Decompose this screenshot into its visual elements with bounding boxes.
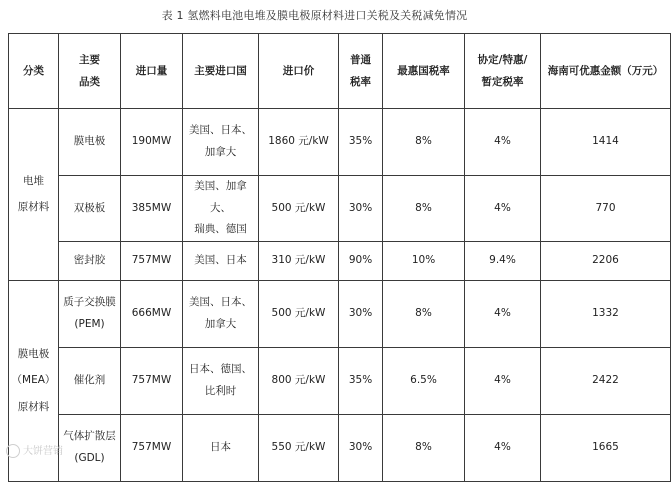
volume-cell: 757MW xyxy=(121,347,183,414)
agreed-rate-cell: 4% xyxy=(465,109,541,176)
table-caption: 表 1 氢燃料电池电堆及膜电极原材料进口关税及关税减免情况 xyxy=(161,9,468,22)
price-cell: 310 元/kW xyxy=(259,241,339,280)
product-cell: 密封胶 xyxy=(59,241,121,280)
general-rate-cell: 30% xyxy=(339,280,383,347)
header-country: 主要进口国 xyxy=(183,34,259,109)
general-rate-cell: 30% xyxy=(339,414,383,481)
country-cell: 美国、加拿大、 瑞典、德国 xyxy=(183,176,259,242)
watermark xyxy=(6,442,63,458)
product-cell: 催化剂 xyxy=(59,347,121,414)
weibo-logo-icon xyxy=(6,444,20,458)
general-rate-cell: 35% xyxy=(339,347,383,414)
hainan-cell: 2206 xyxy=(541,241,671,280)
general-rate-cell: 30% xyxy=(339,176,383,242)
country-cell: 美国、日本、 加拿大 xyxy=(183,280,259,347)
header-hainan: 海南可优惠金额（万元） xyxy=(541,34,671,109)
mfn-rate-cell: 8% xyxy=(383,280,465,347)
product-cell: 双极板 xyxy=(59,176,121,242)
header-agreed-rate: 协定/特惠/ 暂定税率 xyxy=(465,34,541,109)
table-row xyxy=(9,280,671,347)
table-row xyxy=(9,347,671,414)
header-row xyxy=(9,34,671,109)
header-category: 分类 xyxy=(9,34,59,109)
price-cell: 500 元/kW xyxy=(259,280,339,347)
agreed-rate-cell: 9.4% xyxy=(465,241,541,280)
product-cell: 气体扩散层 (GDL) xyxy=(59,414,121,481)
price-cell: 1860 元/kW xyxy=(259,109,339,176)
mfn-rate-cell: 8% xyxy=(383,109,465,176)
price-cell: 500 元/kW xyxy=(259,176,339,242)
hainan-cell: 1414 xyxy=(541,109,671,176)
country-cell: 日本、德国、 比利时 xyxy=(183,347,259,414)
country-cell: 美国、日本 xyxy=(183,241,259,280)
hainan-cell: 770 xyxy=(541,176,671,242)
country-cell: 美国、日本、 加拿大 xyxy=(183,109,259,176)
hainan-cell: 2422 xyxy=(541,347,671,414)
agreed-rate-cell: 4% xyxy=(465,347,541,414)
agreed-rate-cell: 4% xyxy=(465,176,541,242)
hainan-cell: 1332 xyxy=(541,280,671,347)
volume-cell: 757MW xyxy=(121,241,183,280)
general-rate-cell: 90% xyxy=(339,241,383,280)
price-cell: 800 元/kW xyxy=(259,347,339,414)
header-volume: 进口量 xyxy=(121,34,183,109)
agreed-rate-cell: 4% xyxy=(465,414,541,481)
product-cell: 质子交换膜 (PEM) xyxy=(59,280,121,347)
header-price: 进口价 xyxy=(259,34,339,109)
header-mfn-rate: 最惠国税率 xyxy=(383,34,465,109)
tariff-table xyxy=(8,33,671,482)
mfn-rate-cell: 8% xyxy=(383,414,465,481)
product-cell: 膜电极 xyxy=(59,109,121,176)
hainan-cell: 1665 xyxy=(541,414,671,481)
volume-cell: 666MW xyxy=(121,280,183,347)
header-general-rate: 普通 税率 xyxy=(339,34,383,109)
general-rate-cell: 35% xyxy=(339,109,383,176)
table-row xyxy=(9,414,671,481)
price-cell: 550 元/kW xyxy=(259,414,339,481)
table-row xyxy=(9,241,671,280)
group-cell-mea: 膜电极 （MEA） 原材料 xyxy=(9,280,59,481)
table-row xyxy=(9,109,671,176)
volume-cell: 385MW xyxy=(121,176,183,242)
mfn-rate-cell: 8% xyxy=(383,176,465,242)
mfn-rate-cell: 6.5% xyxy=(383,347,465,414)
group-cell-stack: 电堆 原材料 xyxy=(9,109,59,281)
mfn-rate-cell: 10% xyxy=(383,241,465,280)
watermark-text: 大饼营销 xyxy=(23,446,63,457)
table-row xyxy=(9,176,671,242)
country-cell: 日本 xyxy=(183,414,259,481)
agreed-rate-cell: 4% xyxy=(465,280,541,347)
volume-cell: 190MW xyxy=(121,109,183,176)
header-product: 主要 品类 xyxy=(59,34,121,109)
volume-cell: 757MW xyxy=(121,414,183,481)
